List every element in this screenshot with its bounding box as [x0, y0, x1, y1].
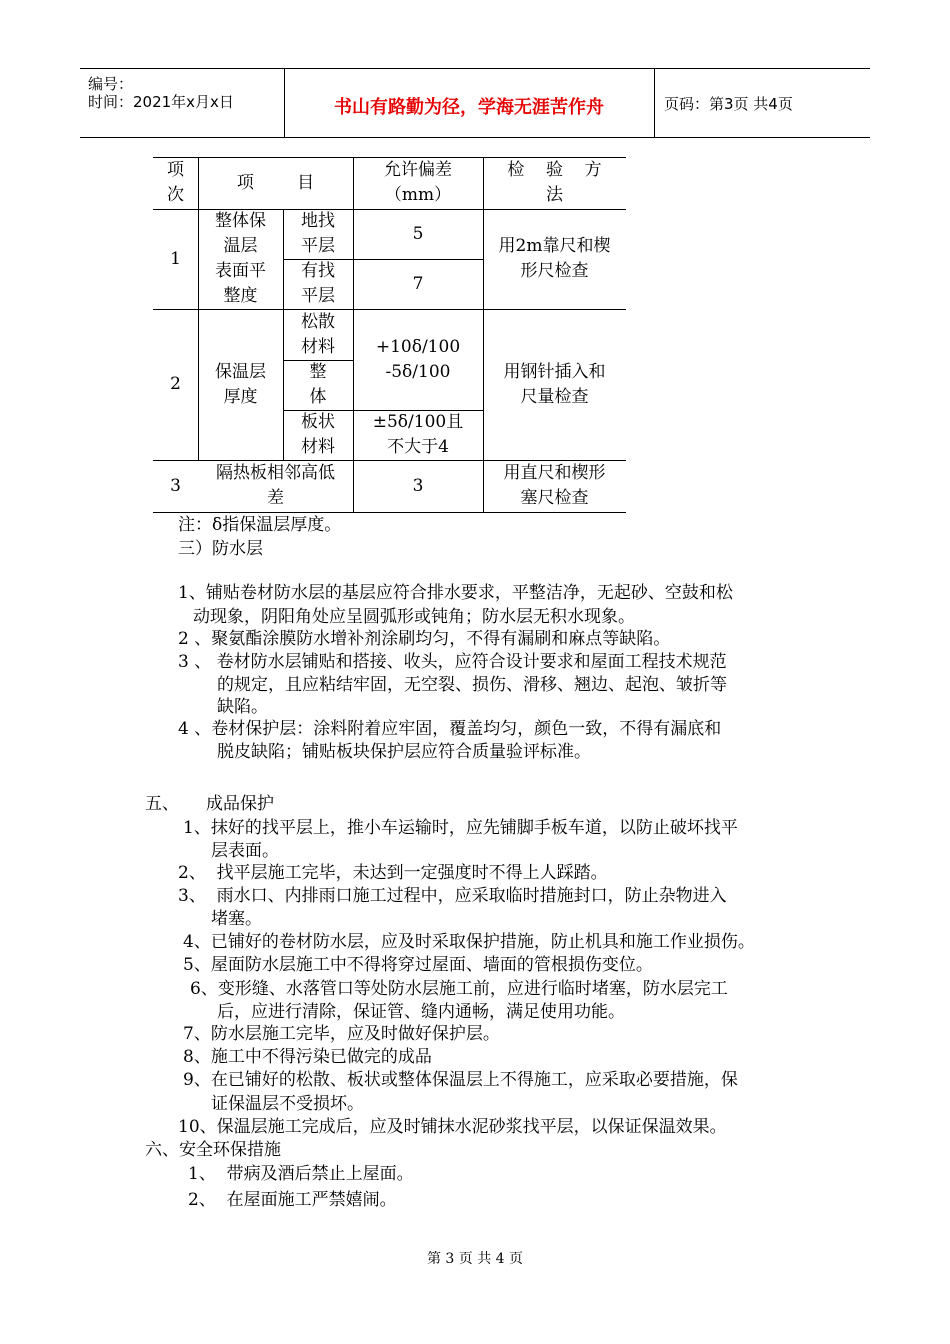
row1-method: 用2m靠尺和楔 形尺检查: [498, 236, 611, 281]
row2-item: 保温层 厚度: [215, 361, 266, 407]
header-page-info: 页码：第3页 共4页: [664, 95, 793, 113]
row2-sub1: 松散 材料: [301, 311, 335, 357]
waterproof-item-4-cont: 脱皮缺陷；铺贴板块保护层应符合质量验评标准。: [217, 742, 591, 762]
row3-method: 用直尺和楔形 塞尺检查: [503, 463, 606, 508]
header-motto: 书山有路勤为径，学海无涯苦作舟: [334, 97, 604, 118]
protection-item-2: 2、 找平层施工完毕，未达到一定强度时不得上人踩踏。: [178, 863, 608, 883]
section5-title: 五、 成品保护: [145, 794, 275, 814]
header-item: 项 目: [236, 172, 315, 193]
row3-val: 3: [412, 475, 424, 496]
protection-item-9: 9、在已铺好的松散、板状或整体保温层上不得施工，应采取必要措施，保: [183, 1070, 738, 1090]
row2-index: 2: [170, 374, 181, 394]
row1-item: 整体保 温层 表面平 整度: [215, 211, 266, 306]
waterproof-item-3-cont: 的规定，且应粘结牢固，无空裂、损伤、滑移、翘边、起泡、皱折等: [217, 675, 727, 695]
row2-method: 用钢针插入和 尺量检查: [503, 361, 606, 407]
row2-sub2: 整 体: [309, 362, 327, 407]
row1-index: 1: [170, 248, 181, 269]
header-right-cell: [654, 69, 870, 137]
safety-item-2: 2、 在屋面施工严禁嬉闹。: [188, 1190, 397, 1210]
header-tolerance: 允许偏差 （mm）: [384, 160, 452, 205]
protection-item-3: 3、 雨水口、内排雨口施工过程中，应采取临时措施封口，防止杂物进入: [178, 886, 727, 906]
table-note: 注：δ指保温层厚度。: [178, 515, 342, 535]
row3-item: 隔热板相邻高低 差: [216, 463, 335, 508]
header-left-cell: [80, 69, 285, 137]
waterproof-item-3: 3 、 卷材防水层铺贴和搭接、收头，应符合设计要求和屋面工程技术规范: [178, 652, 727, 672]
protection-item-4: 4、已铺好的卷材防水层，应及时采取保护措施，防止机具和施工作业损伤。: [183, 932, 755, 952]
safety-item-1: 1、 带病及酒后禁止上屋面。: [188, 1164, 414, 1184]
protection-item-5: 5、屋面防水层施工中不得将穿过屋面、墙面的管根损伤变位。: [183, 955, 653, 975]
header-center-cell: [284, 69, 655, 137]
protection-item-1-cont: 层表面。: [211, 841, 279, 861]
section6-title: 六、安全环保措施: [145, 1140, 281, 1160]
page-header: [80, 68, 870, 138]
section3-title: 三）防水层: [178, 539, 263, 559]
row1-sub1: 地找 平层: [301, 211, 335, 256]
waterproof-item-3-cont2: 缺陷。: [217, 697, 268, 717]
row2-sub3: 板状 材料: [301, 412, 335, 457]
row2-val12: +10δ/100 -5δ/100: [375, 336, 461, 382]
row3-index: 3: [170, 475, 181, 496]
protection-item-6-cont: 后，应进行清除，保证管、缝内通畅，满足使用功能。: [217, 1002, 625, 1022]
waterproof-item-1-cont: 动现象，阴阳角处应呈圆弧形或钝角；防水层无积水现象。: [193, 607, 635, 627]
document-date: 时间：2021年x月x日: [88, 93, 234, 111]
header-method: 检 验 方 法: [507, 160, 602, 205]
protection-item-3-cont: 堵塞。: [211, 909, 262, 929]
protection-item-10: 10、保温层施工完成后，应及时铺抹水泥砂浆找平层，以保证保温效果。: [178, 1117, 727, 1137]
tolerance-table: [153, 157, 626, 512]
row1-val1: 5: [412, 223, 424, 244]
document-number-label: 编号：: [88, 75, 134, 93]
protection-item-8: 8、施工中不得污染已做完的成品: [183, 1047, 432, 1067]
waterproof-item-2: 2 、聚氨酯涂膜防水增补剂涂刷均匀，不得有漏刷和麻点等缺陷。: [178, 629, 671, 649]
row2-val3: ±5δ/100且 不大于4: [372, 412, 464, 457]
protection-item-6: 6、变形缝、水落管口等处防水层施工前，应进行临时堵塞，防水层完工: [190, 979, 728, 999]
page-footer: 第 3 页 共 4 页: [426, 1251, 524, 1267]
protection-item-1: 1、抹好的找平层上，推小车运输时，应先铺脚手板车道，以防止破坏找平: [183, 818, 738, 838]
waterproof-item-1: 1、铺贴卷材防水层的基层应符合排水要求，平整洁净，无起砂、空鼓和松: [178, 583, 733, 603]
row1-sub2: 有找 平层: [301, 261, 335, 306]
header-index: 项 次: [167, 160, 184, 205]
row1-val2: 7: [412, 273, 424, 294]
protection-item-9-cont: 证保温层不受损坏。: [211, 1094, 364, 1114]
waterproof-item-4: 4 、卷材保护层：涂料附着应牢固，覆盖均匀，颜色一致，不得有漏底和: [178, 719, 722, 739]
protection-item-7: 7、防水层施工完毕，应及时做好保护层。: [183, 1024, 500, 1044]
